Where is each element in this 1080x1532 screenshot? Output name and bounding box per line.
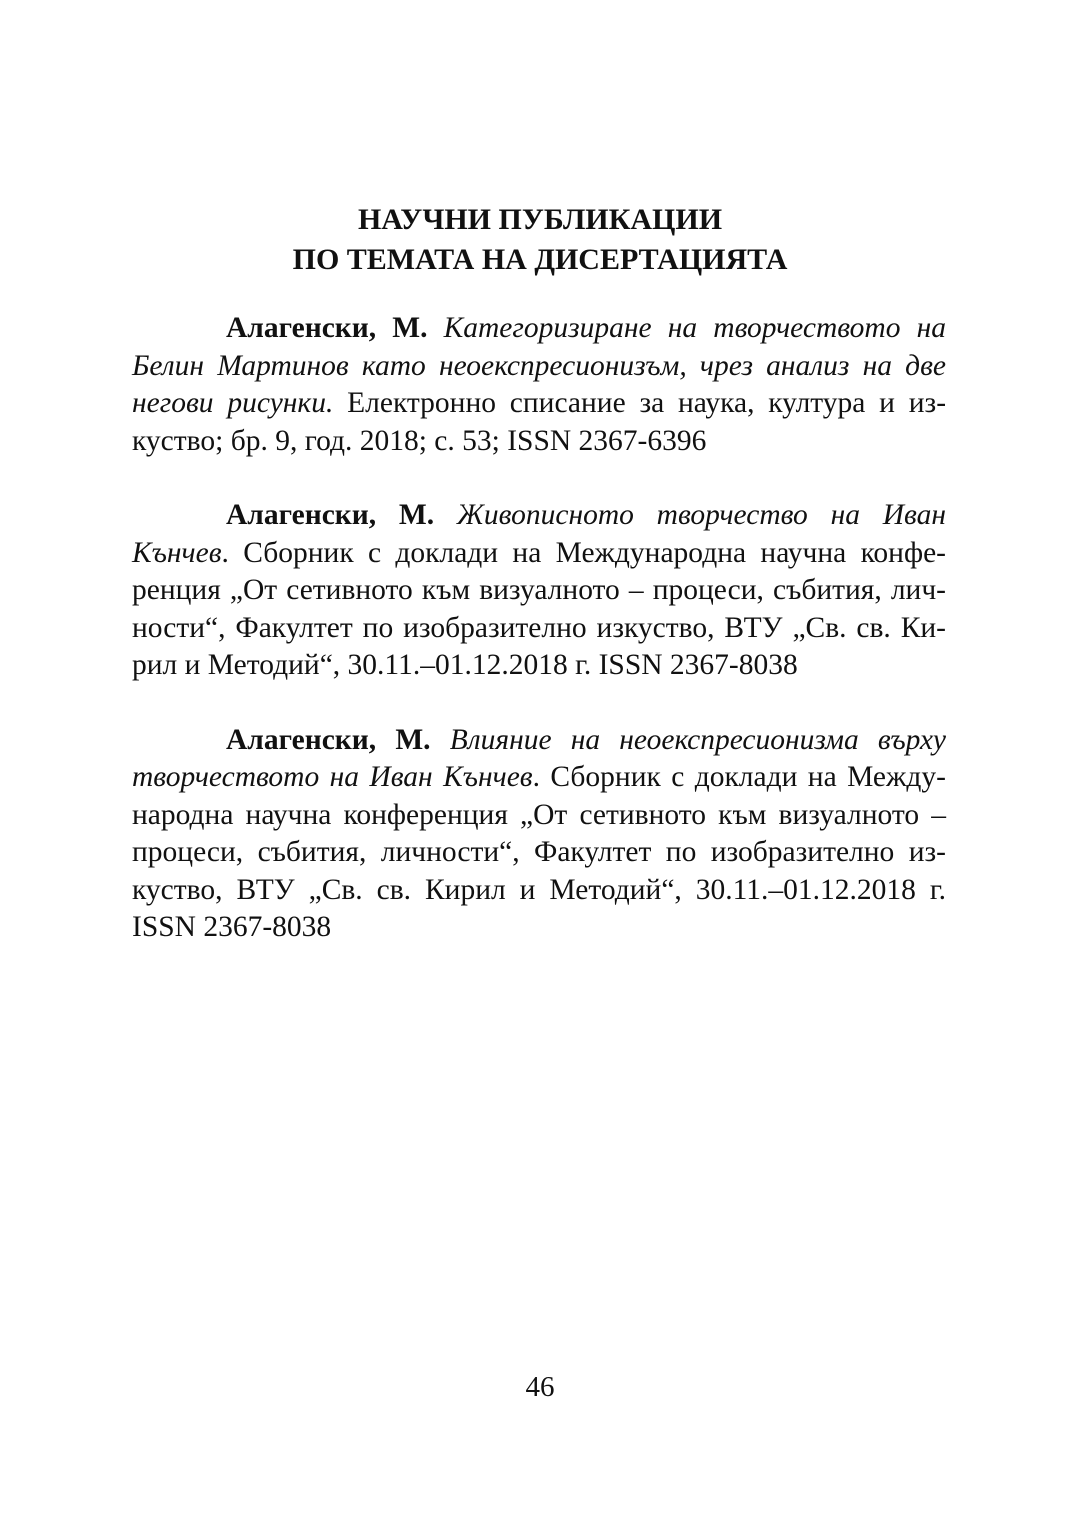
page-number: 46 bbox=[525, 1371, 555, 1403]
page-heading bbox=[0, 200, 1080, 280]
publication-title: Влияние на неоекспресионизма върху творчеството на Иван Кънчев bbox=[132, 723, 947, 793]
heading-line-2: ПО ТЕМАТА НА ДИСЕРТАЦИЯТА bbox=[292, 243, 788, 276]
publication-author: Алагенски, М. bbox=[226, 312, 428, 344]
publication-author: Алагенски, М. bbox=[226, 723, 431, 756]
publication-entry bbox=[132, 497, 946, 685]
publication-entry bbox=[132, 722, 946, 947]
publications-list bbox=[132, 310, 946, 984]
heading-line-1: НАУЧНИ ПУБЛИКАЦИИ bbox=[357, 203, 723, 236]
publication-author: Алагенски, М. bbox=[226, 499, 435, 531]
publication-title: Живописното творчество на Иван Кънчев bbox=[132, 499, 946, 569]
publication-details: . Сборник с доклади на Международна научна конференция „От сетивното към визуалното – процеси, събития, личности“, Факултет по изобразително изкуство, ВТУ „Св. св. Кирил и Методий“, 30.11.–01.12.2018 г. ISSN 2367-8038 bbox=[132, 536, 946, 681]
publication-details: Електронно списание за наука, култура и изкуство; бр. 9, год. 2018; с. 53; ISSN 2367-6396 bbox=[132, 387, 947, 457]
publication-title: Категоризиране на творчеството на Белин Мартинов като неоекспресионизъм, чрез анализ на две негови рисунки. bbox=[132, 312, 946, 419]
publication-entry bbox=[132, 310, 946, 460]
publication-details: . Сборник с доклади на Международна научна конференция „От сетивното към визуалното – процеси, събития, личности“, Факултет по изобразително изкуство, ВТУ „Св. св. Кирил и Методий“, 30.11.–01.12.2018 г. ISSN 2367-8038 bbox=[132, 761, 946, 943]
